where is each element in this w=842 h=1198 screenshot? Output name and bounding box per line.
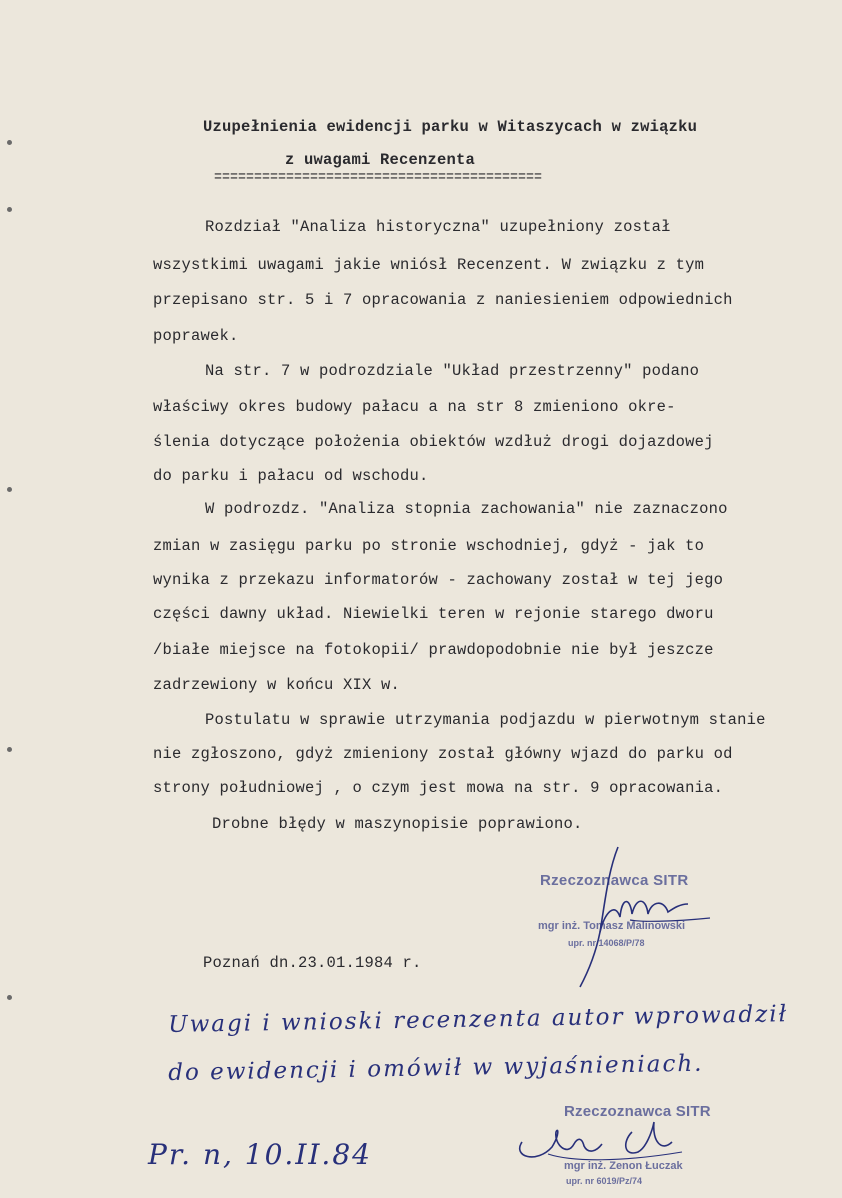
body-line: zmian w zasięgu parku po stronie wschodniej, gdyż - jak to — [153, 537, 705, 555]
stamp-title: Rzeczoznawca SITR — [540, 872, 689, 889]
punch-hole — [7, 747, 12, 752]
punch-hole — [7, 140, 12, 145]
punch-hole — [7, 207, 12, 212]
handwritten-note-line2: do ewidencji i omówił w wyjaśnieniach. — [168, 1050, 704, 1086]
signature-image — [512, 1102, 692, 1172]
stamp-number: upr. nr 6019/Pz/74 — [566, 1176, 643, 1186]
body-line: wszystkimi uwagami jakie wniósł Recenzent. W związku z tym — [153, 256, 705, 274]
body-line: zadrzewiony w końcu XIX w. — [153, 676, 401, 694]
stamp-name: mgr inż. Tomasz Malinowski — [538, 920, 686, 932]
body-line: części dawny układ. Niewielki teren w rejonie starego dworu — [153, 605, 714, 623]
body-line: ślenia dotyczące położenia obiektów wzdłuż drogi dojazdowej — [153, 433, 714, 451]
stamp-name: mgr inż. Zenon Łuczak — [564, 1160, 683, 1172]
body-line: Drobne błędy w maszynopisie poprawiono. — [212, 815, 583, 833]
stamp-title: Rzeczoznawca SITR — [564, 1103, 711, 1120]
body-line: do parku i pałacu od wschodu. — [153, 467, 429, 485]
body-line: strony południowej , o czym jest mowa na str. 9 opracowania. — [153, 779, 724, 797]
body-line: wynika z przekazu informatorów - zachowany został w tej jego — [153, 571, 724, 589]
body-line: Na str. 7 w podrozdziale "Układ przestrzenny" podano — [205, 362, 700, 380]
punch-hole — [7, 487, 12, 492]
place-and-date: Poznań dn.23.01.1984 r. — [203, 954, 422, 972]
signature-image — [560, 842, 720, 992]
body-line: właściwy okres budowy pałacu a na str 8 zmieniono okre- — [153, 398, 676, 416]
body-line: przepisano str. 5 i 7 opracowania z naniesieniem odpowiednich — [153, 291, 733, 309]
document-title-line2: z uwagami Recenzenta — [285, 151, 476, 169]
stamp-number: upr. nr 14068/P/78 — [568, 938, 645, 948]
title-underline: ========================================= — [214, 168, 542, 186]
body-line: nie zgłoszono, gdyż zmieniony został główny wjazd do parku od — [153, 745, 733, 763]
body-line: W podrozdz. "Analiza stopnia zachowania" nie zaznaczono — [205, 500, 728, 518]
body-line: /białe miejsce na fotokopii/ prawdopodobnie nie był jeszcze — [153, 641, 714, 659]
document-title-line1: Uzupełnienia ewidencji parku w Witaszycach w związku — [203, 118, 698, 136]
punch-hole — [7, 995, 12, 1000]
handwritten-note-line1: Uwagi i wnioski recenzenta autor wprowadził — [168, 1001, 789, 1038]
body-line: poprawek. — [153, 327, 239, 345]
body-line: Rozdział "Analiza historyczna" uzupełniony został — [205, 218, 671, 236]
body-line: Postulatu w sprawie utrzymania podjazdu w pierwotnym stanie — [205, 711, 766, 729]
handwritten-date: Pr. n, 10.II.84 — [148, 1138, 372, 1171]
